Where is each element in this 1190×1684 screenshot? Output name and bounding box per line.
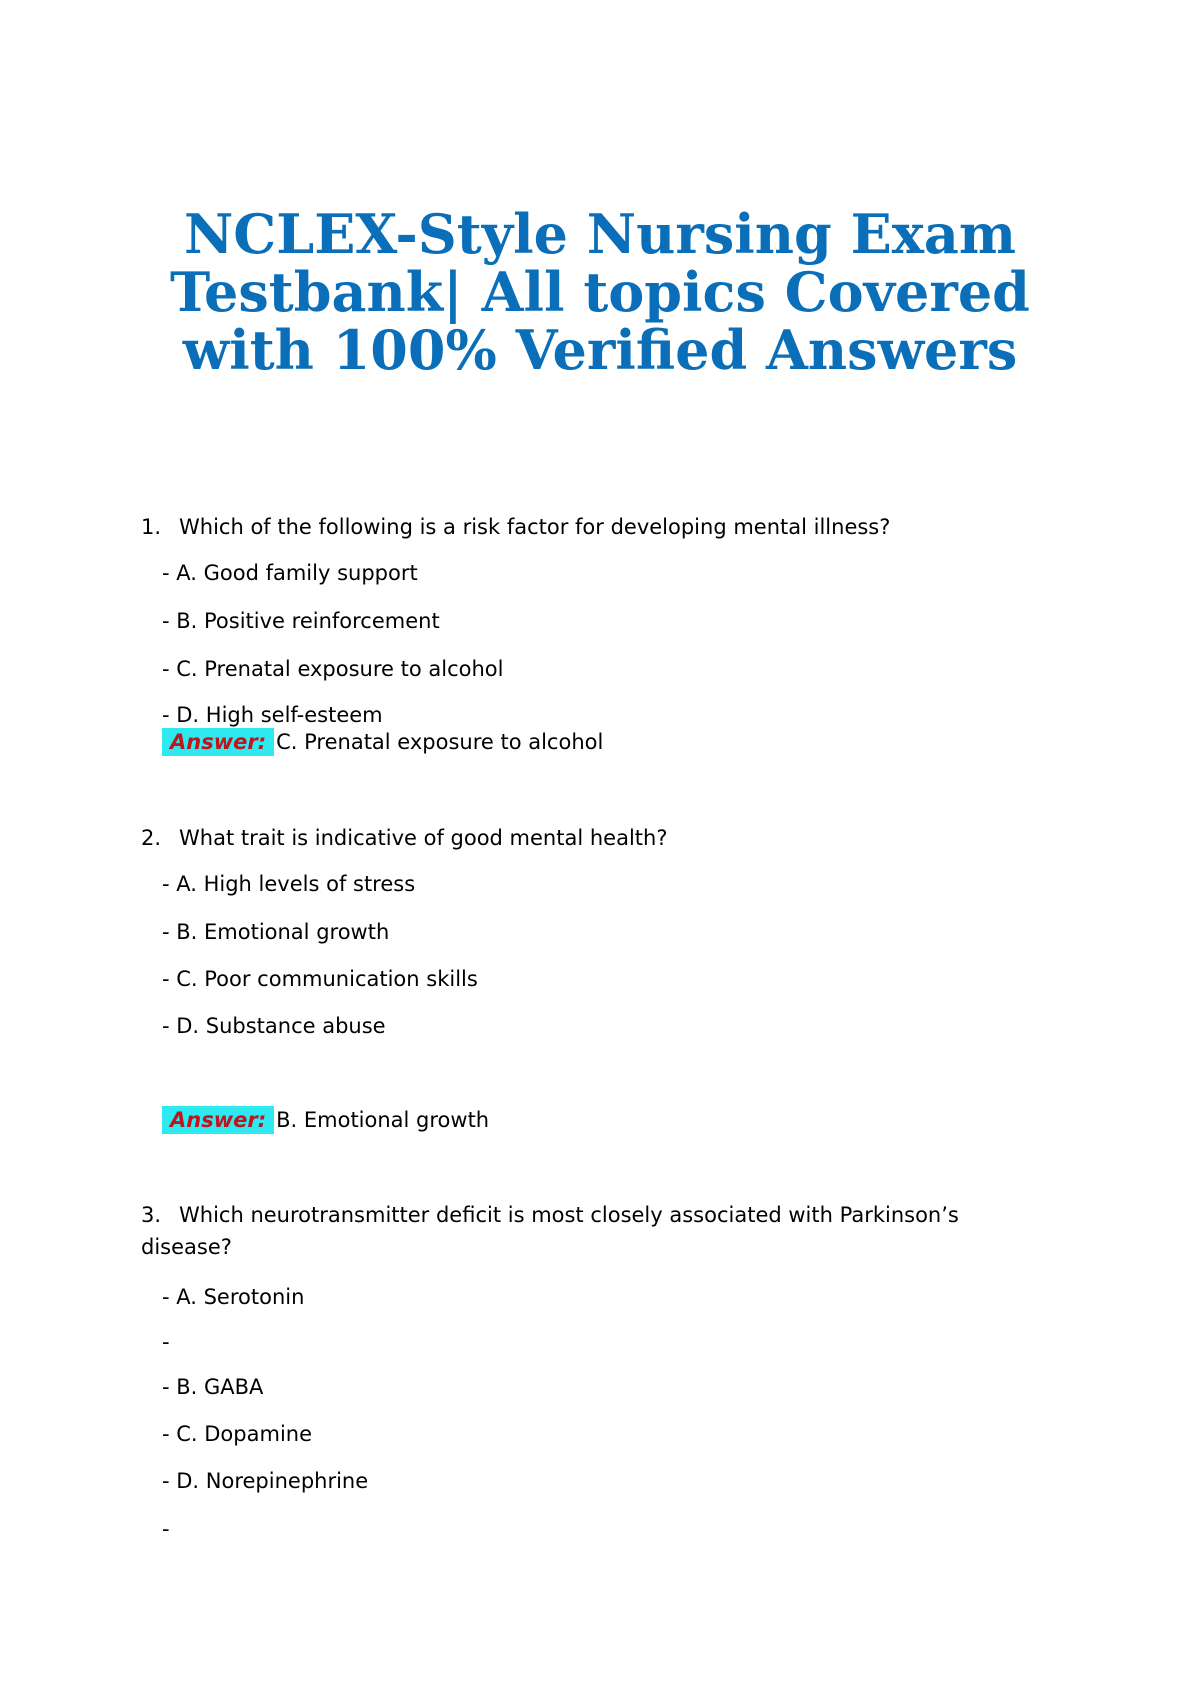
title-line-1: NCLEX-Style Nursing Exam xyxy=(183,202,1017,266)
answer-label: Answer: xyxy=(162,728,274,756)
option-d: - D. Norepinephrine xyxy=(162,1469,369,1493)
question-text xyxy=(141,511,1021,543)
question-number: 3. xyxy=(141,1203,162,1227)
option-b: - B. GABA xyxy=(162,1375,264,1399)
option-blank: - xyxy=(162,1330,170,1354)
option-a: - A. Serotonin xyxy=(162,1285,305,1309)
title-line-2: Testbank| All topics Covered xyxy=(170,260,1030,324)
page-title xyxy=(100,202,1100,382)
option-c: - C. Poor communication skills xyxy=(162,967,478,991)
option-c: - C. Dopamine xyxy=(162,1422,313,1446)
title-line-3: with 100% Verified Answers xyxy=(182,318,1018,382)
answer-label: Answer: xyxy=(162,1106,274,1134)
answer-value: C. Prenatal exposure to alcohol xyxy=(276,730,604,754)
option-a: - A. High levels of stress xyxy=(162,872,416,896)
question-number: 1. xyxy=(141,515,162,539)
question-prompt: Which neurotransmitter deficit is most closely associated with Parkinson’s disease? xyxy=(141,1203,959,1259)
question-prompt: Which of the following is a risk factor for developing mental illness? xyxy=(179,515,891,539)
answer-line xyxy=(162,728,603,756)
option-blank: - xyxy=(162,1517,170,1541)
question-text xyxy=(141,1199,1021,1263)
question-number: 2. xyxy=(141,826,162,850)
option-b: - B. Positive reinforcement xyxy=(162,609,440,633)
option-d: - D. Substance abuse xyxy=(162,1014,386,1038)
option-b: - B. Emotional growth xyxy=(162,920,390,944)
option-d: - D. High self-esteem xyxy=(162,703,383,727)
question-text xyxy=(141,822,1021,854)
option-a: - A. Good family support xyxy=(162,561,418,585)
question-prompt: What trait is indicative of good mental health? xyxy=(179,826,668,850)
answer-value: B. Emotional growth xyxy=(276,1108,490,1132)
answer-line xyxy=(162,1106,489,1134)
option-c: - C. Prenatal exposure to alcohol xyxy=(162,657,504,681)
